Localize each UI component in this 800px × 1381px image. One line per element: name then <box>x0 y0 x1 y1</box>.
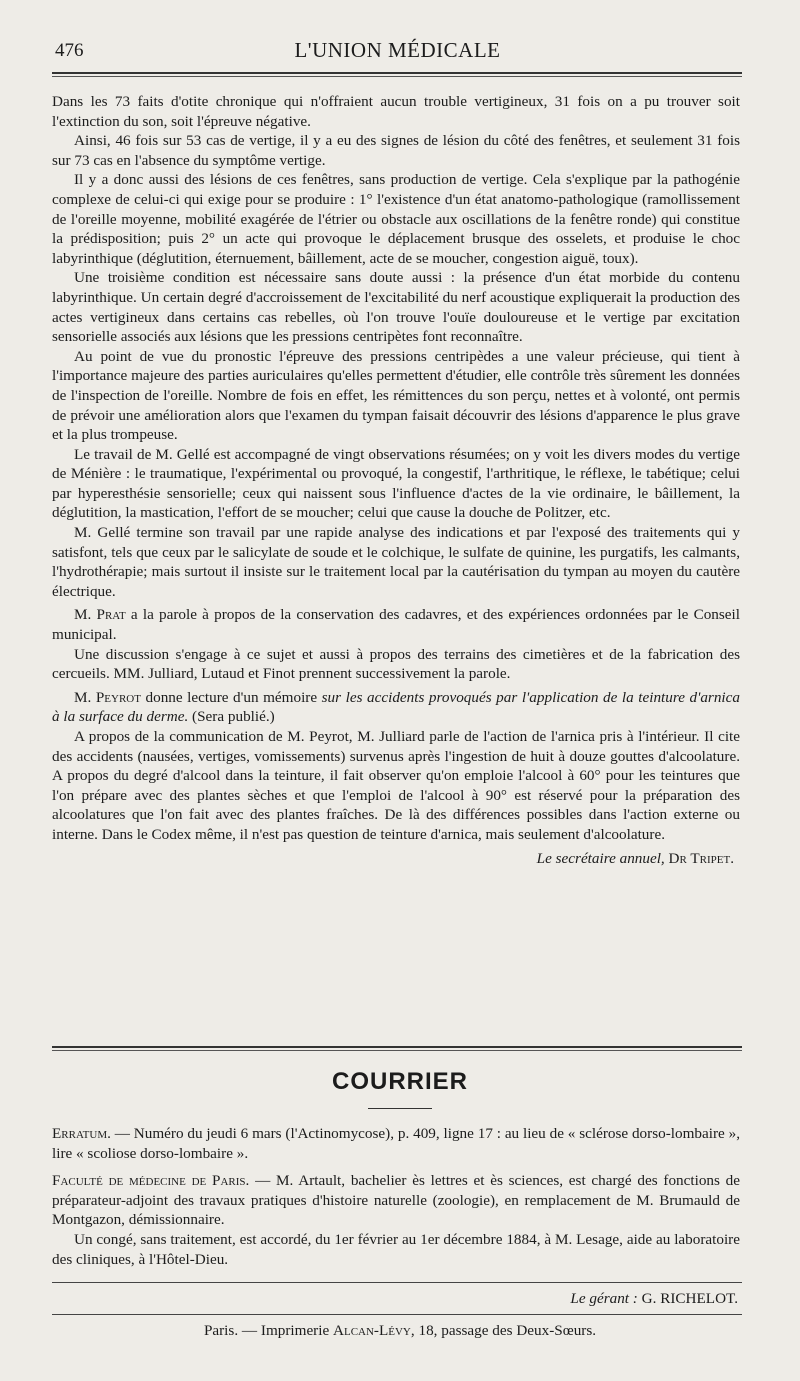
paragraph: Une troisième condition est nécessaire sans doute aussi : la présence d'un état morbide du contenu labyrinthique. Un certain degré d'accroissement de l'excitabilité du nerf acoustique expliquerait la production des actes vertigineux dans certains cas rebelles, où l'on trouve l'ouïe douloureuse et le vertige par excitation sensorielle associés aux lésions que les pressions centripètes font reconnaître. <box>52 269 740 346</box>
paragraph: Un congé, sans traitement, est accordé, du 1er février au 1er décembre 1884, à M. Lesage, aide au laboratoire des cliniques, à l'Hôtel-Dieu. <box>52 1230 740 1268</box>
section-heading: COURRIER <box>331 1068 468 1095</box>
paragraph: A propos de la communication de M. Peyrot, M. Julliard parle de l'action de l'arnica pris à l'intérieur. Il cite des accidents (nausées, vertiges, vomissements) survenus après l'ingestion de huit à douze gouttes d'alcoolature. A propos du degré d'alcool dans la teinture, il fait observer qu'on emploie l'alcool à 60° pour les teintures que l'on prépare avec des plantes sèches et que l'emploi de l'alcool à 90° est réservé pour la préparation des alcoolatures que l'on fait avec des plantes fraîches. De là des différences possibles dans l'action externe ou interne. Dans le Codex même, il n'est pas question de teinture d'arnica, mais seulement d'alcoolature. <box>52 728 740 843</box>
paragraph: Il y a donc aussi des lésions de ces fenêtres, sans production de vertige. Cela s'explique par la pathogénie complexe de celui-ci qui exige pour se produire : 1° l'existence d'un état anatomo-pathologique (ramollissement de l'oreille moyenne, mobilité exagérée de l'étrier ou obstacle aux oscillations de la fenêtre ronde) qui constitue la prédisposition; puis 2° un acte qui provoque le déplacement brusque des osselets, et produise le choc labyrinthique (déglutition, éternuement, bâillement, acte de se moucher, congestion aiguë, toux). <box>52 171 740 267</box>
page-header <box>55 38 740 66</box>
signature <box>52 849 740 869</box>
paragraph <box>52 1124 740 1163</box>
running-title: L'UNION MÉDICALE <box>294 38 501 62</box>
paragraph-text: — Numéro du jeudi 6 mars (l'Actinomycose), p. 409, ligne 17 : au lieu de « sclérose dorso-lombaire », lire « scoliose dorso-lombaire ». <box>52 1125 740 1162</box>
paragraph <box>52 1171 740 1230</box>
gerant-name: G. RICHELOT. <box>641 1290 738 1307</box>
paragraph: Le travail de M. Gellé est accompagné de vingt observations résumées; on y voit les divers modes du vertige de Ménière : le traumatique, l'expérimental ou provoqué, la congestif, l'arthritique, le réflexe, le tabétique; celui par hyperesthésie sensorielle; ceux qui naissent sous l'influence d'actes de la vie ordinaire, le bâillement, la déglutition, la mastication, l'effort de se moucher; celui que cause la douche de Politzer, etc. <box>52 445 740 522</box>
speaker-name: M. Prat <box>74 606 126 624</box>
speaker-name: M. Peyrot <box>74 688 141 706</box>
paragraph: M. Gellé termine son travail par une rapide analyse des indications et par l'exposé des traitements qui y satisfont, tels que ceux par le salicylate de soude et le colchique, le sulfate de quinine, les purgatifs, les calmants, l'hydrothérapie; mais surtout il insiste sur le traitement local par la cautérisation du tympan au moyen du cautère électrique. <box>52 524 740 600</box>
item-label: Erratum. <box>52 1125 111 1142</box>
page-number: 476 <box>55 40 84 61</box>
imprint-text: Paris. — Imprimerie <box>203 1322 334 1339</box>
footer-rule <box>52 1314 742 1315</box>
gerant-line <box>570 1290 738 1308</box>
memoir-title: sur les accidents provoqués par l'application de la teinture d'arnica à la surface du derme. <box>52 688 740 726</box>
section-rule-thin <box>52 1050 742 1051</box>
article-body <box>52 92 740 868</box>
imprint-line <box>0 1322 800 1340</box>
gerant-label: Le gérant : <box>570 1290 642 1307</box>
section-rule <box>52 1046 742 1048</box>
paragraph-text: — M. Artault, bachelier ès lettres et ès sciences, est chargé des fonctions de préparateur-adjoint des travaux pratiques d'histoire naturelle (zoologie), en remplacement de M. Brumauld de Montgazon, démissionnaire. <box>52 1172 741 1229</box>
header-rule-thin <box>52 76 742 77</box>
paragraph-text: a la parole à propos de la conservation des cadavres, et des expériences ordonnées par le Conseil municipal. <box>52 606 740 644</box>
paragraph: Dans les 73 faits d'otite chronique qui n'offraient aucun trouble vertigineux, 31 fois on a pu trouver soit l'extinction du son, soit l'épreuve négative. <box>52 93 740 130</box>
paragraph: Ainsi, 46 fois sur 53 cas de vertige, il y a eu des signes de lésion du côté des fenêtres, et seulement 31 fois sur 73 cas en l'absence du symptôme vertige. <box>52 132 740 169</box>
paragraph-text: donne lecture d'un mémoire <box>140 688 322 706</box>
paragraph <box>52 688 740 727</box>
heading-underline <box>368 1108 432 1109</box>
imprint-text: , 18, passage des Deux-Sœurs. <box>410 1322 597 1339</box>
signature-role: Le secrétaire annuel, <box>536 849 669 867</box>
paragraph: Une discussion s'engage à ce sujet et aussi à propos des terrains des cimetières et de la fabrication des cercueils. MM. Julliard, Lutaud et Finot prennent successivement la parole. <box>52 645 740 683</box>
paragraph <box>52 605 740 644</box>
paragraph-text: (Sera publié.) <box>188 708 275 726</box>
header-rule <box>52 72 742 74</box>
paragraph: Au point de vue du pronostic l'épreuve des pressions centripèdes a une valeur précieuse, qui tient à l'importance majeure des parties auriculaires qu'elles permettent d'étudier, elle contrôle très sûrement les données de l'inspection de l'oreille. Nombre de fois en effet, les rémittences du son perçu, nettes et à volonté, ont permis de prévoir une amélioration alors que l'examen du tympan faisait découvrir des lésions d'apparence le plus grave et la plus trompeuse. <box>52 347 740 444</box>
courrier-body <box>52 1124 740 1269</box>
item-label: Faculté de médecine de Paris. <box>52 1172 250 1190</box>
signature-name: Dr Tripet. <box>668 849 734 867</box>
footer-rule <box>52 1282 742 1283</box>
printer-name: Alcan-Lévy <box>333 1322 411 1339</box>
